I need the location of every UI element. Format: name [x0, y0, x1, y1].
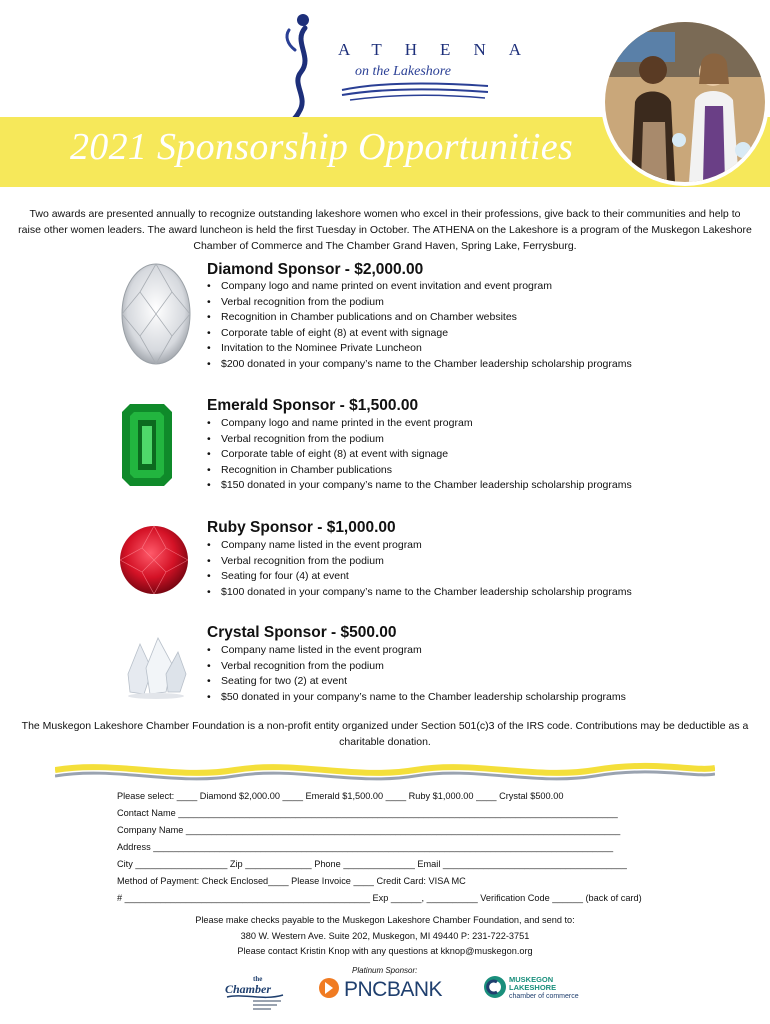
crystal-benefits-list: [207, 643, 626, 705]
logo-subtitle: on the Lakeshore: [355, 64, 451, 79]
list-item: • Company name listed in the event program: [207, 643, 626, 659]
the-chamber-logo: [223, 973, 288, 1013]
intro-paragraph: Two awards are presented annually to recognize outstanding lakeshore women who excel in their professions, give back to their communities and help to raise other women leaders. The award luncheon is held the first Tuesday in October. The ATHENA on the Lakeshore is a program of the Muskegon Lakeshore Chamber of Commerce and The Chamber Grand Haven, Spring Lake, Ferrysburg.: [18, 208, 752, 252]
list-item: • Invitation to the Nominee Private Luncheon: [207, 341, 632, 357]
diamond-gem-icon: [120, 262, 192, 367]
list-item: • Recognition in Chamber publications and on Chamber websites: [207, 310, 632, 326]
contact-name-field[interactable]: Contact Name ______________________________________________________________________________________: [117, 808, 618, 818]
foundation-note: The Muskegon Lakeshore Chamber Foundation is a non-profit entity organized under Section 501(c)3 of the IRS code. Contributions may be deductible as a charitable donation.: [21, 720, 749, 748]
emerald-sponsor-title: Emerald Sponsor - $1,500.00: [207, 397, 419, 414]
wave-divider: [55, 758, 715, 788]
list-item: • Recognition in Chamber publications: [207, 463, 632, 479]
pnc-bank-logo: [318, 974, 458, 1002]
list-item: • Company logo and name printed on event invitation and event program: [207, 279, 632, 295]
list-item: • Corporate table of eight (8) at event with signage: [207, 447, 632, 463]
card-number-field[interactable]: # ________________________________________________ Exp ______, __________ Verification Code ______ (back of card): [117, 893, 642, 903]
list-item: • Seating for four (4) at event: [207, 569, 632, 585]
sponsor-level-select-field[interactable]: Please select: ____ Diamond $2,000.00 ____ Emerald $1,500.00 ____ Ruby $1,000.00 ____ Crystal $500.00: [117, 791, 564, 801]
payment-method-field[interactable]: Method of Payment: Check Enclosed____ Please Invoice ____ Credit Card: VISA MC: [117, 876, 466, 886]
list-item: • Company logo and name printed in the event program: [207, 416, 632, 432]
emerald-gem-icon: [122, 404, 172, 486]
list-item: • $200 donated in your company’s name to the Chamber leadership scholarship programs: [207, 357, 632, 373]
athena-figure-logo: [283, 12, 323, 122]
address-field[interactable]: Address __________________________________________________________________________________________: [117, 842, 614, 852]
svg-text:LAKESHORE: LAKESHORE: [509, 983, 557, 992]
svg-text:Chamber: Chamber: [225, 982, 272, 996]
wave-swoosh-icon: [340, 80, 490, 102]
platinum-sponsor-label: Platinum Sponsor:: [352, 966, 418, 975]
sponsor-form: [117, 788, 677, 907]
svg-text:the: the: [253, 975, 263, 983]
svg-text:PNCBANK: PNCBANK: [344, 978, 443, 1001]
list-item: • Corporate table of eight (8) at event with signage: [207, 326, 632, 342]
list-item: • Verbal recognition from the podium: [207, 659, 626, 675]
diamond-sponsor-title: Diamond Sponsor - $2,000.00: [207, 261, 424, 278]
svg-text:MUSKEGON: MUSKEGON: [509, 975, 554, 984]
list-item: • Seating for two (2) at event: [207, 674, 626, 690]
award-winners-photo: [605, 22, 765, 182]
list-item: • $150 donated in your company’s name to the Chamber leadership scholarship programs: [207, 478, 632, 494]
contact-info: [100, 913, 670, 960]
contact-email-line: Please contact Kristin Knop with any questions at kknop@muskegon.org: [237, 946, 533, 956]
list-item: • Verbal recognition from the podium: [207, 554, 632, 570]
diamond-benefits-list: [207, 279, 632, 372]
payable-line: Please make checks payable to the Muskegon Lakeshore Chamber Foundation, and send to:: [195, 915, 575, 925]
muskegon-lakeshore-chamber-logo: [483, 973, 603, 1001]
ruby-sponsor-title: Ruby Sponsor - $1,000.00: [207, 519, 396, 536]
list-item: • Verbal recognition from the podium: [207, 295, 632, 311]
page-title: 2021 Sponsorship Opportunities: [70, 126, 574, 168]
list-item: • $50 donated in your company’s name to the Chamber leadership scholarship programs: [207, 690, 626, 706]
city-zip-phone-email-field[interactable]: City __________________ Zip _____________ Phone ______________ Email ____________________________________: [117, 859, 627, 869]
emerald-benefits-list: [207, 416, 632, 494]
crystal-sponsor-title: Crystal Sponsor - $500.00: [207, 624, 397, 641]
list-item: • $100 donated in your company’s name to the Chamber leadership scholarship programs: [207, 585, 632, 601]
company-name-field[interactable]: Company Name _____________________________________________________________________________________: [117, 825, 621, 835]
ruby-gem-icon: [118, 524, 190, 596]
ruby-benefits-list: [207, 538, 632, 600]
crystal-gem-icon: [118, 634, 188, 700]
svg-text:chamber of commerce: chamber of commerce: [509, 993, 579, 1000]
list-item: • Company name listed in the event program: [207, 538, 632, 554]
list-item: • Verbal recognition from the podium: [207, 432, 632, 448]
logo-wordmark: ATHENA: [338, 40, 544, 59]
mailing-address: 380 W. Western Ave. Suite 202, Muskegon, MI 49440 P: 231-722-3751: [240, 930, 530, 941]
